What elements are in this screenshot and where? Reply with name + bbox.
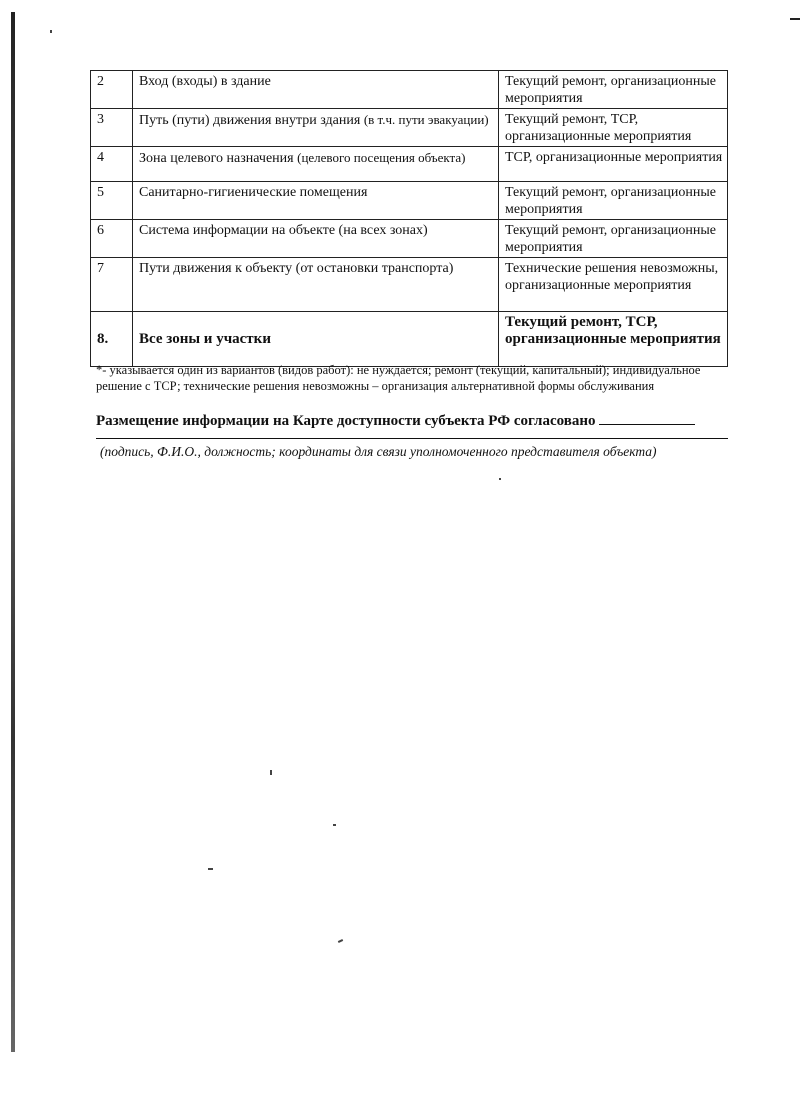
work-cell: Текущий ремонт, ТСР, организационные мероприятия bbox=[499, 312, 728, 367]
zone-note: (целевого посещения объекта) bbox=[297, 150, 466, 165]
zone-name: Санитарно-гигиенические помещения bbox=[139, 185, 368, 200]
scan-speck bbox=[50, 30, 52, 33]
work-cell: Текущий ремонт, организационные мероприятия bbox=[499, 71, 728, 109]
work-cell: Текущий ремонт, организационные мероприятия bbox=[499, 220, 728, 258]
row-number: 8. bbox=[91, 312, 133, 367]
work-cell: Текущий ремонт, ТСР, организационные мероприятия bbox=[499, 109, 728, 147]
agreement-text: Размещение информации на Карте доступности субъекта РФ согласовано bbox=[96, 413, 596, 429]
footnote bbox=[96, 362, 756, 394]
agreement-statement bbox=[96, 410, 776, 430]
scan-speck bbox=[499, 478, 501, 480]
table-row bbox=[91, 147, 728, 182]
zone-name: Путь (пути) движения внутри здания bbox=[139, 113, 361, 128]
table-row bbox=[91, 109, 728, 147]
zone-cell bbox=[133, 258, 499, 312]
zone-cell bbox=[133, 312, 499, 367]
zone-name: Зона целевого назначения bbox=[139, 151, 294, 166]
table-row bbox=[91, 71, 728, 109]
agreement-blank bbox=[599, 410, 695, 425]
zone-cell bbox=[133, 182, 499, 220]
zone-cell bbox=[133, 220, 499, 258]
zone-name: Все зоны и участки bbox=[139, 331, 271, 347]
footnote-line: решение с ТСР; технические решения невозможны – организация альтернативной формы обслуживания bbox=[96, 379, 655, 393]
row-number: 3 bbox=[91, 109, 133, 147]
row-number: 5 bbox=[91, 182, 133, 220]
footnote-line: *- указывается один из вариантов (видов работ): не нуждается; ремонт (текущий, капитальный); индивидуальное bbox=[96, 363, 701, 377]
row-number: 4 bbox=[91, 147, 133, 182]
work-cell: Текущий ремонт, организационные мероприятия bbox=[499, 182, 728, 220]
zone-note: (в т.ч. пути эвакуации) bbox=[363, 112, 489, 127]
zone-name: Система информации на объекте (на всех зонах) bbox=[139, 223, 428, 238]
zone-cell bbox=[133, 109, 499, 147]
scan-speck bbox=[333, 824, 336, 826]
scan-edge-mark bbox=[11, 12, 15, 1052]
accessibility-table bbox=[90, 70, 728, 367]
table-row bbox=[91, 312, 728, 367]
table-row bbox=[91, 182, 728, 220]
scan-speck bbox=[338, 939, 343, 943]
work-cell: ТСР, организационные мероприятия bbox=[499, 147, 728, 182]
scan-edge-mark bbox=[790, 18, 800, 20]
zone-name: Пути движения к объекту (от остановки транспорта) bbox=[139, 261, 454, 276]
row-number: 2 bbox=[91, 71, 133, 109]
zone-cell bbox=[133, 147, 499, 182]
signature-line bbox=[96, 438, 728, 439]
scan-speck bbox=[270, 770, 272, 775]
zone-name: Вход (входы) в здание bbox=[139, 74, 271, 89]
work-cell: Технические решения невозможны, организационные мероприятия bbox=[499, 258, 728, 312]
table-row bbox=[91, 258, 728, 312]
row-number: 6 bbox=[91, 220, 133, 258]
signature-caption: (подпись, Ф.И.О., должность; координаты для связи уполномоченного представителя объекта) bbox=[100, 444, 657, 459]
scan-speck bbox=[208, 868, 213, 870]
table-row bbox=[91, 220, 728, 258]
row-number: 7 bbox=[91, 258, 133, 312]
zone-cell bbox=[133, 71, 499, 109]
